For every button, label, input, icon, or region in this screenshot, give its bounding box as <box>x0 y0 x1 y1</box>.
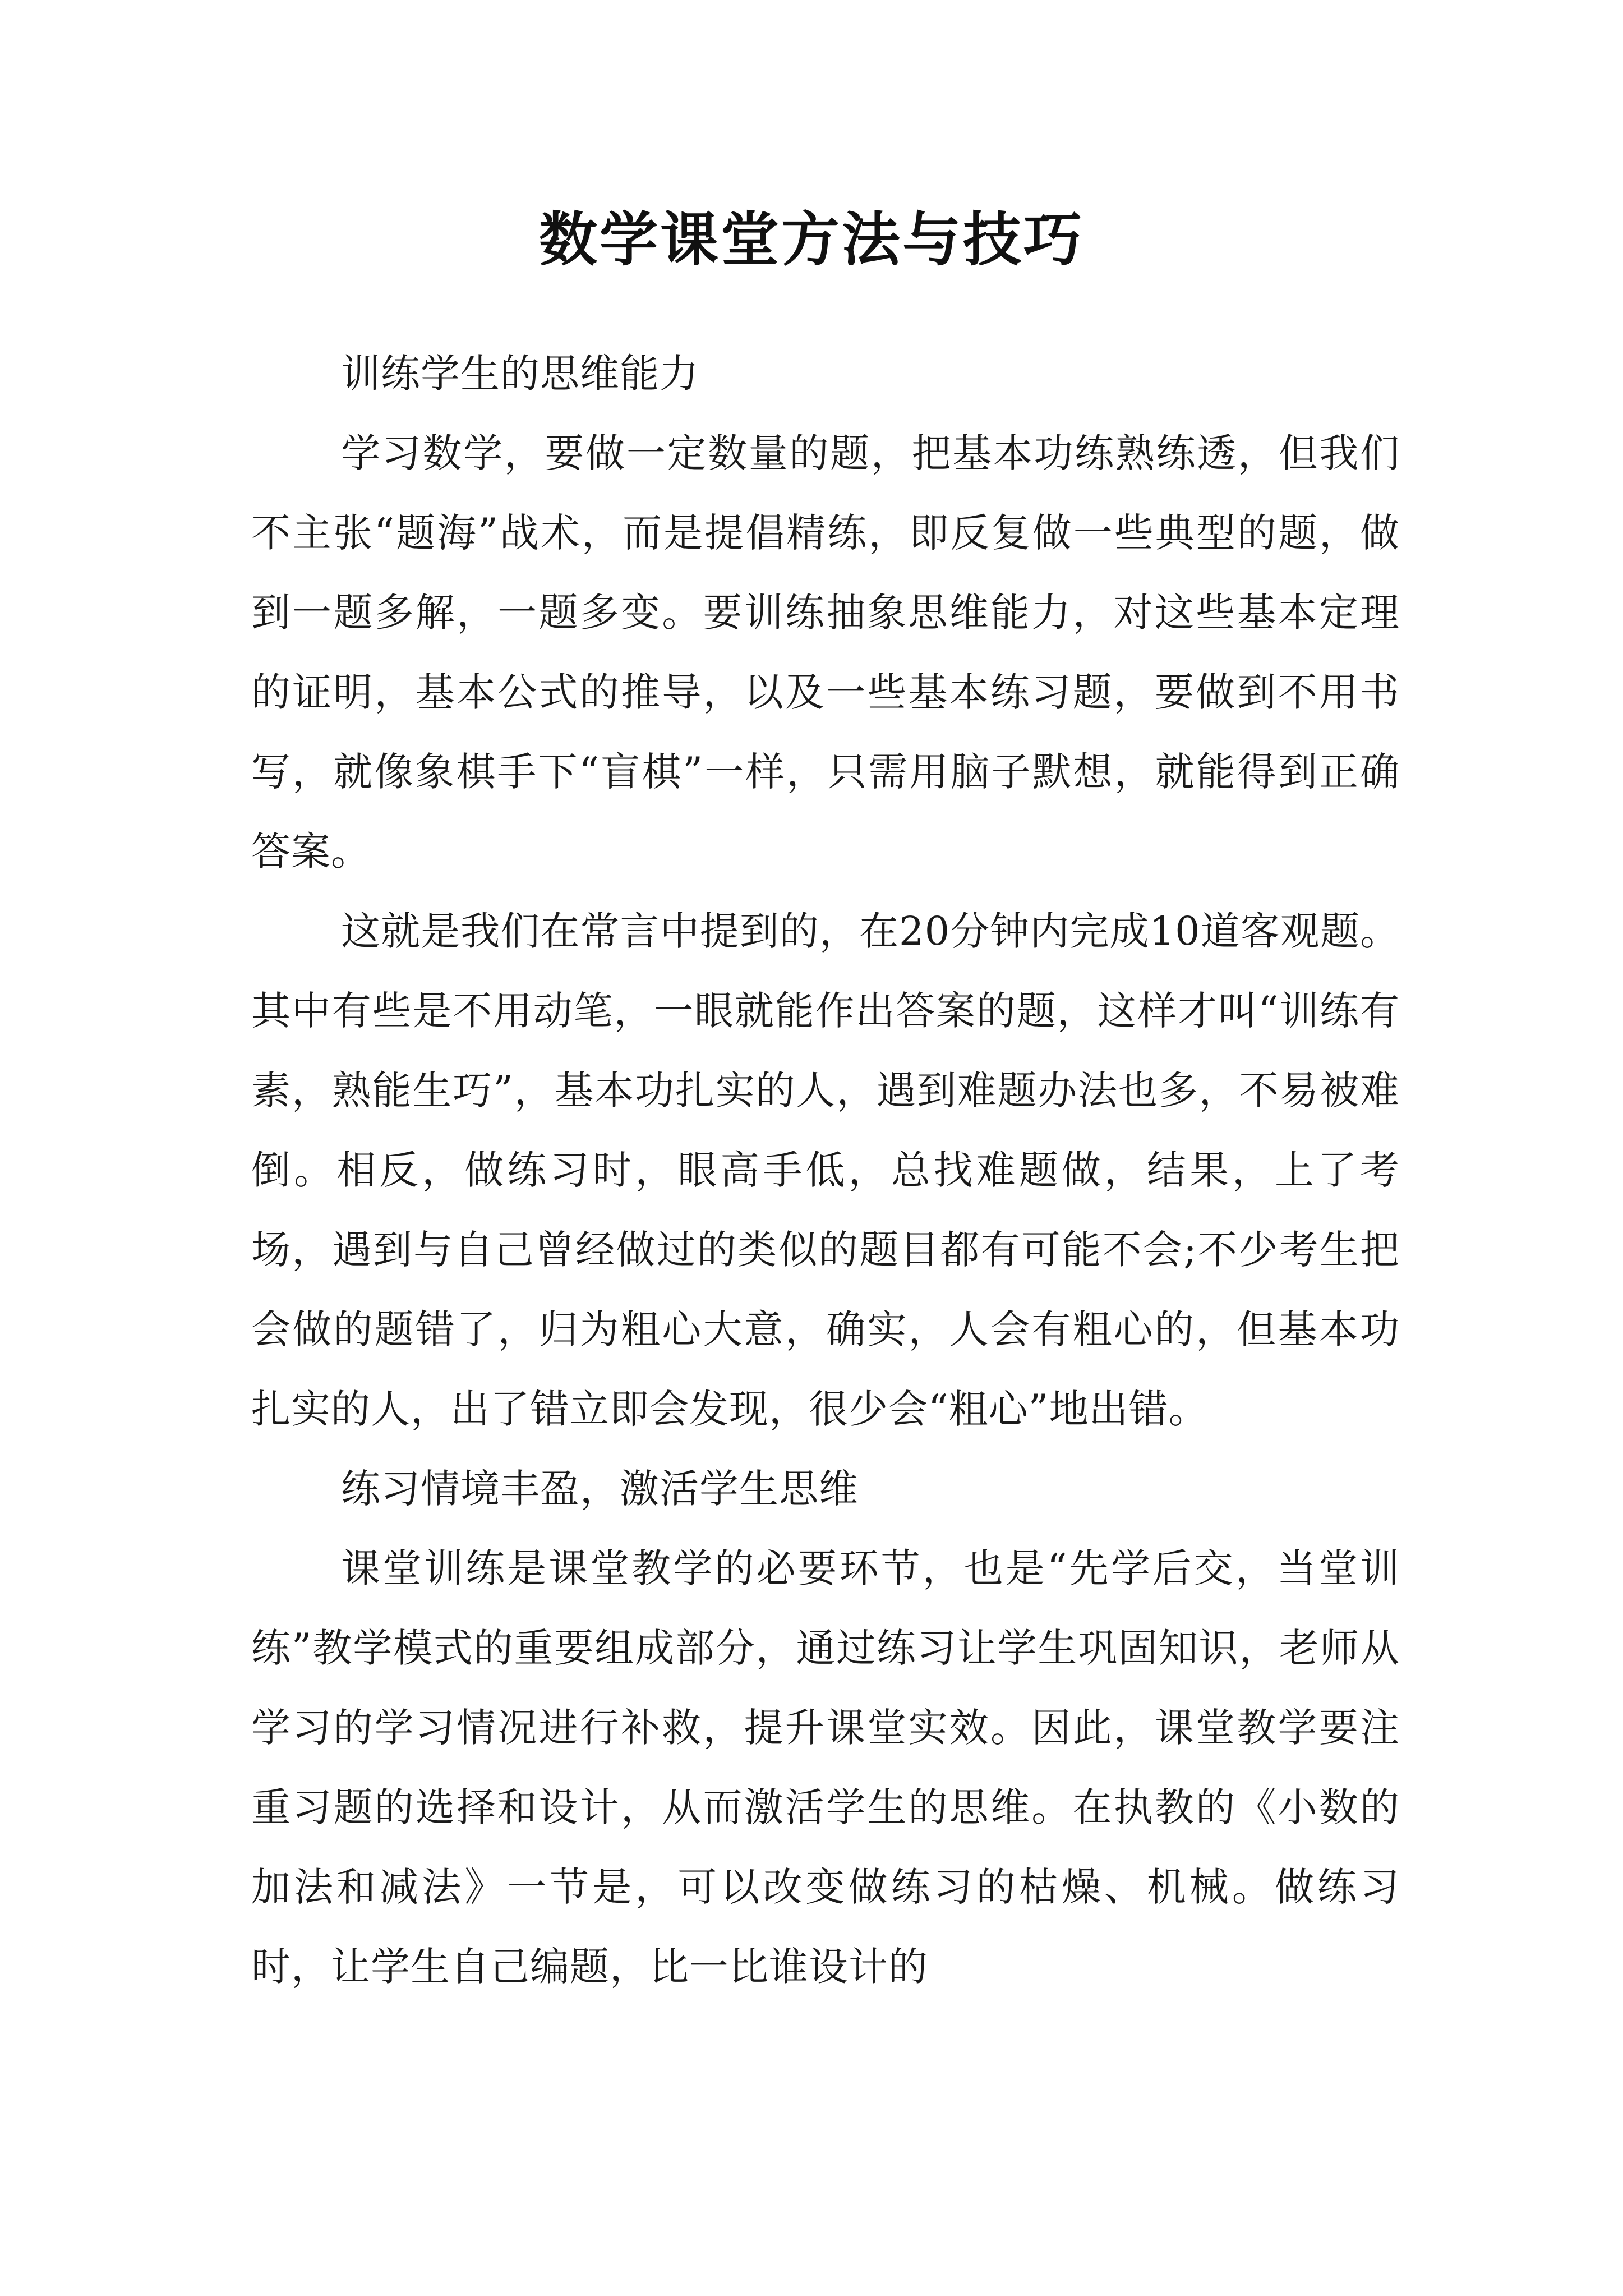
paragraph-practice: 学习数学，要做一定数量的题，把基本功练熟练透，但我们不主张“题海”战术，而是提倡精练，即反复做一些典型的题，做到一题多解，一题多变。要训练抽象思维能力，对这些基本定理的证明，基本公式的推导，以及一些基本练习题，要做到不用书写，就像象棋手下“盲棋”一样，只需用脑子默想，就能得到正确答案。 <box>251 430 1400 875</box>
section-heading-exercise-context: 练习情境丰盈，激活学生思维 <box>341 1466 859 1512</box>
paragraph-fundamentals: 这就是我们在常言中提到的，在20分钟内完成10道客观题。其中有些是不用动笔，一眼就能作出答案的题，这样才叫“训练有素，熟能生巧”，基本功扎实的人，遇到难题办法也多，不易被难倒。相反，做练习时，眼高手低，总找难题做，结果，上了考场，遇到与自己曾经做过的类似的题目都有可能不会;不少考生把会做的题错了，归为粗心大意，确实，人会有粗心的，但基本功扎实的人，出了错立即会发现，很少会“粗心”地出错。 <box>251 908 1400 1432</box>
paragraph-classroom-training: 课堂训练是课堂教学的必要环节，也是“先学后交，当堂训练”教学模式的重要组成部分，通过练习让学生巩固知识，老师从学习的学习情况进行补救，提升课堂实效。因此，课堂教学要注重习题的选择和设计，从而激活学生的思维。在执教的《小数的加法和减法》一节是，可以改变做练习的枯燥、机械。做练习时，让学生自己编题，比一比谁设计的 <box>251 1545 1400 1990</box>
section-heading-thinking: 训练学生的思维能力 <box>341 351 699 397</box>
document-body <box>251 334 1400 2007</box>
document-title: 数学课堂方法与技巧 <box>538 205 1084 274</box>
